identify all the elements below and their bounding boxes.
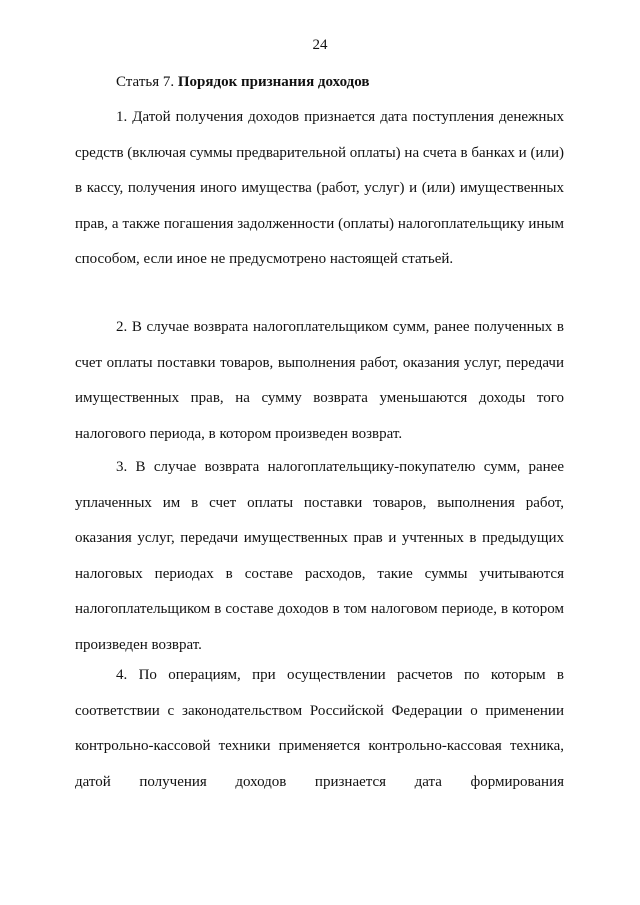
article-title: Порядок признания доходов	[177, 74, 370, 90]
article-label: Статья 7.	[116, 74, 175, 90]
article-heading	[116, 73, 369, 91]
page-number: 24	[312, 37, 328, 53]
paragraph-1: 1. Датой получения доходов признается дата поступления денежных средств (включая суммы предварительной оплаты) на счета в банках и (или) в кассу, получения иного имущества (работ, услуг) и (или) имущественных прав, а также погашения задолженности (оплаты) налогоплательщику иным способом, если иное не предусмотрено настоящей статьей.	[75, 109, 564, 267]
paragraph-3: 3. В случае возврата налогоплательщику-покупателю сумм, ранее уплаченных им в счет оплаты поставки товаров, выполнения работ, оказания услуг, передачи имущественных прав и учтенных в предыдущих налоговых периодах в составе расходов, такие суммы учитываются налогоплательщиком в составе доходов в том налоговом периоде, в котором произведен возврат.	[75, 459, 564, 653]
paragraph-2: 2. В случае возврата налогоплательщиком сумм, ранее полученных в счет оплаты поставки товаров, выполнения работ, оказания услуг, передачи имущественных прав, на сумму возврата уменьшаются доходы того налогового периода, в котором произведен возврат.	[75, 319, 564, 442]
paragraph-4: 4. По операциям, при осуществлении расчетов по которым в соответствии с законодательством Российской Федерации о применении контрольно-кассовой техники применяется контрольно-кассовая техника, датой получения доходов признается дата формирования	[75, 667, 564, 790]
